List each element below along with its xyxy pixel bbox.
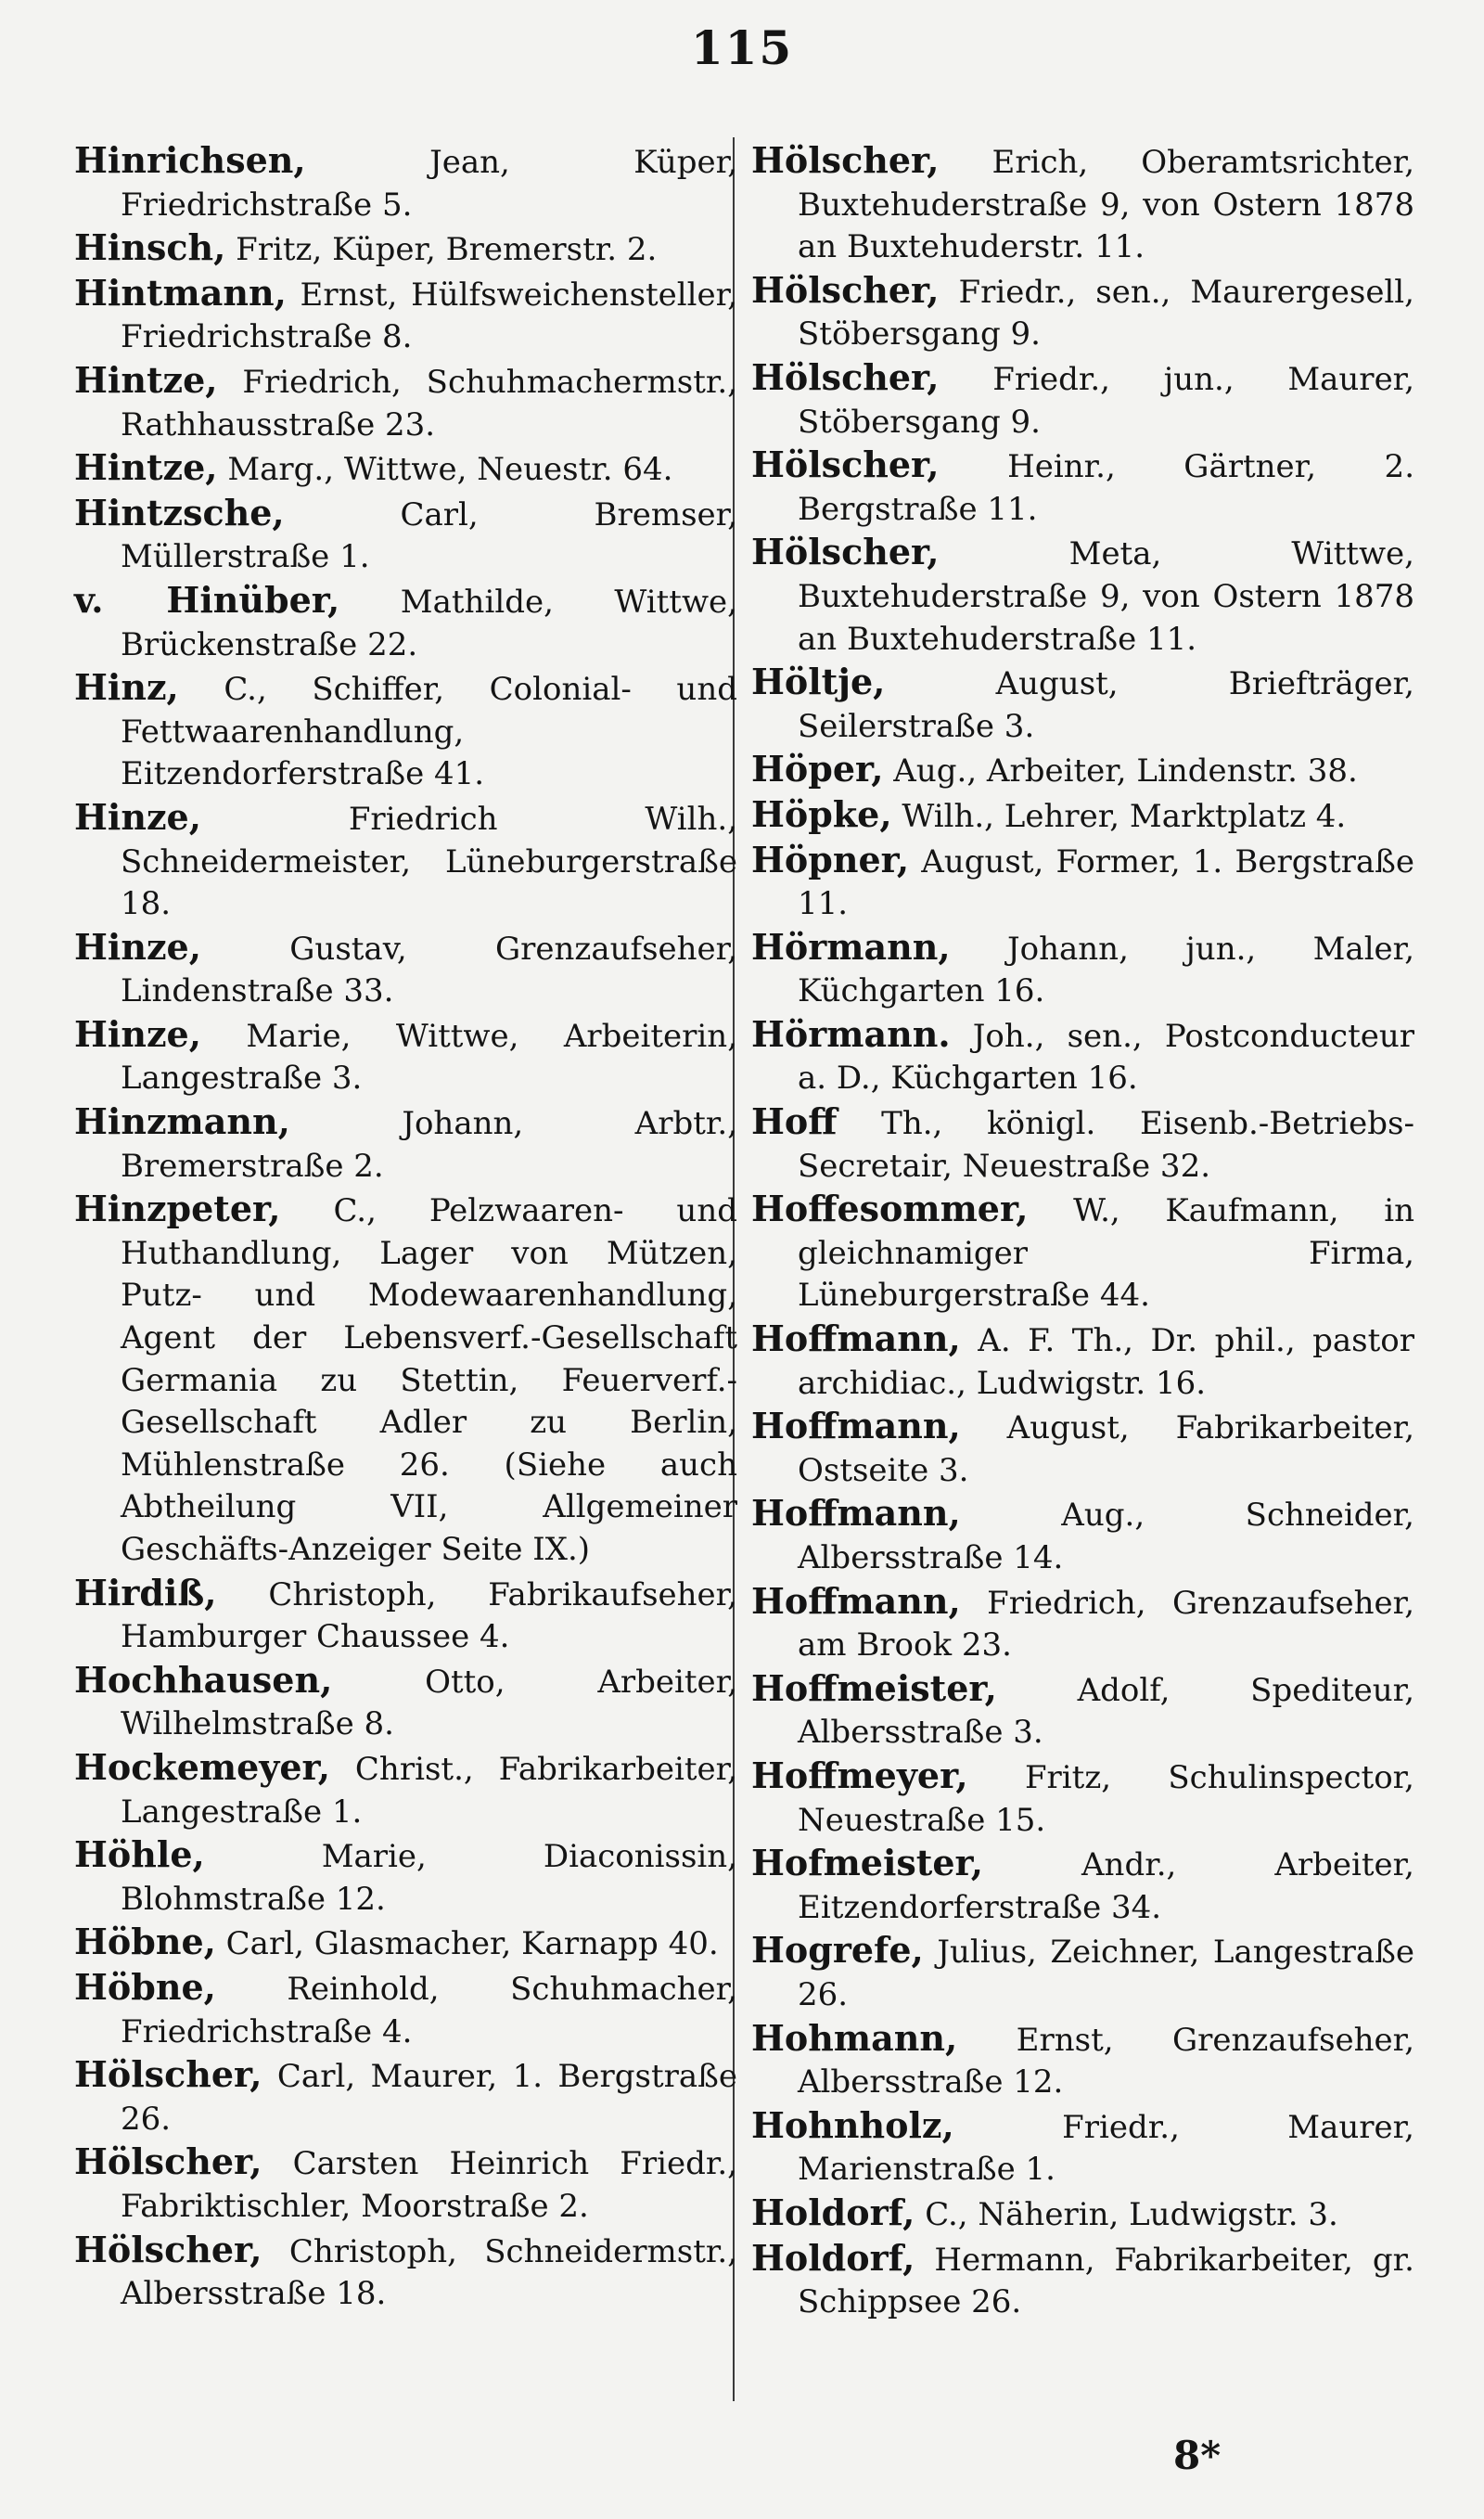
directory-entry bbox=[751, 531, 1414, 661]
entry-surname: Höpke, bbox=[751, 792, 892, 835]
directory-entry bbox=[74, 492, 737, 579]
directory-entry bbox=[751, 1580, 1414, 1667]
entry-surname: Hintzsche, bbox=[74, 491, 285, 533]
entry-surname: Hogrefe, bbox=[751, 1929, 924, 1972]
entry-surname: Hohnholz, bbox=[751, 2103, 954, 2146]
entry-details: A. F. Th., Dr. phil., pastor archidiac., Ludwigstr. 16. bbox=[798, 1322, 1415, 1402]
entry-surname: Höltje, bbox=[751, 661, 886, 703]
entry-surname: Hinz, bbox=[74, 666, 179, 709]
entry-details: Otto, Arbeiter, Wilhelmstraße 8. bbox=[121, 1663, 737, 1743]
entry-surname: Hölscher, bbox=[751, 268, 940, 311]
entry-details: Friedrich Wilh., Schneidermeister, Lüneburgerstraße 18. bbox=[121, 800, 738, 923]
entry-surname: Hölscher, bbox=[751, 355, 940, 398]
entry-details: Gustav, Grenzaufseher, Lindenstraße 33. bbox=[121, 930, 737, 1010]
sheet-signature: 8* bbox=[1173, 2433, 1222, 2478]
entry-surname: Höbne, bbox=[74, 1965, 216, 2008]
entry-surname: Höpner, bbox=[751, 838, 910, 880]
entry-details: Christ., Fabrikarbeiter, Langestraße 1. bbox=[121, 1750, 738, 1831]
entry-surname: Hinze, bbox=[74, 925, 201, 968]
left-column bbox=[74, 139, 737, 2316]
directory-entry bbox=[751, 926, 1414, 1013]
entry-details: Marie, Diaconissin, Blohmstraße 12. bbox=[121, 1838, 737, 1918]
directory-entry bbox=[751, 2104, 1414, 2191]
entry-surname: Hoffmann, bbox=[751, 1492, 961, 1535]
entry-surname: Höbne, bbox=[74, 1921, 216, 1963]
entry-surname: Hochhausen, bbox=[74, 1658, 333, 1701]
entry-surname: v. Hinüber, bbox=[74, 578, 340, 621]
entry-details: Marie, Wittwe, Arbeiterin, Langestraße 3. bbox=[121, 1017, 737, 1098]
directory-entry bbox=[74, 139, 737, 226]
directory-entry bbox=[751, 1013, 1414, 1100]
page-number: 115 bbox=[690, 20, 794, 75]
entry-details: Fritz, Küper, Bremerstr. 2. bbox=[236, 231, 658, 269]
directory-entry bbox=[751, 1754, 1414, 1842]
directory-entry bbox=[751, 139, 1414, 269]
entry-surname: Hoff bbox=[751, 1100, 838, 1143]
entry-details: Friedr., sen., Maurergesell, Stöbersgang 9. bbox=[798, 273, 1414, 353]
entry-details: Julius, Zeichner, Langestraße 26. bbox=[798, 1934, 1415, 2013]
entry-surname: Hinze, bbox=[74, 1012, 201, 1055]
entry-surname: Hockemeyer, bbox=[74, 1745, 331, 1788]
entry-surname: Höper, bbox=[751, 748, 884, 790]
entry-surname: Hölscher, bbox=[74, 2140, 262, 2183]
entry-details: Friedr., Maurer, Marienstraße 1. bbox=[798, 2108, 1414, 2189]
directory-entry bbox=[751, 1667, 1414, 1754]
entry-details: August, Briefträger, Seilerstraße 3. bbox=[798, 665, 1414, 745]
entry-details: Reinhold, Schuhmacher, Friedrichstraße 4. bbox=[121, 1970, 737, 2050]
entry-details: Aug., Schneider, Albersstraße 14. bbox=[798, 1497, 1414, 1576]
entry-surname: Hintmann, bbox=[74, 271, 287, 314]
directory-entry bbox=[74, 926, 737, 1013]
entry-surname: Hoffmann, bbox=[751, 1579, 961, 1622]
directory-entry bbox=[751, 1492, 1414, 1579]
entry-details: Johann, Arbtr., Bremerstraße 2. bbox=[121, 1105, 738, 1185]
entry-details: Friedrich, Grenzaufseher, am Brook 23. bbox=[798, 1584, 1414, 1664]
entry-surname: Hinsch, bbox=[74, 226, 226, 269]
entry-surname: Hörmann. bbox=[751, 1012, 951, 1055]
entry-details: Christoph, Schneidermstr., Albersstraße 18. bbox=[121, 2232, 737, 2313]
directory-entry bbox=[751, 2017, 1414, 2104]
entry-surname: Holdorf, bbox=[751, 2236, 915, 2279]
entry-surname: Hinze, bbox=[74, 795, 201, 838]
entry-surname: Hofmeister, bbox=[751, 1842, 984, 1884]
directory-entry bbox=[74, 579, 737, 666]
entry-details: Aug., Arbeiter, Lindenstr. 38. bbox=[893, 752, 1358, 790]
entry-details: Erich, Oberamtsrichter, Buxtehuderstraße 9, von Ostern 1878 an Buxtehuderstr. 11. bbox=[798, 144, 1415, 266]
directory-entry bbox=[751, 1842, 1414, 1929]
directory-entry bbox=[74, 1921, 737, 1966]
entry-surname: Hohmann, bbox=[751, 2016, 958, 2059]
entry-details: Hermann, Fabrikarbeiter, gr. Schippsee 26. bbox=[798, 2241, 1414, 2321]
directory-entry bbox=[751, 443, 1414, 531]
directory-entry bbox=[74, 1833, 737, 1921]
entry-details: Andr., Arbeiter, Eitzendorferstraße 34. bbox=[798, 1846, 1414, 1926]
directory-entry bbox=[74, 1013, 737, 1100]
directory-entry bbox=[751, 269, 1414, 356]
entry-details: Johann, jun., Maler, Küchgarten 16. bbox=[798, 930, 1415, 1010]
entry-details: Th., königl. Eisenb.-Betriebs-Secretair, Neuestraße 32. bbox=[798, 1105, 1414, 1185]
directory-entry bbox=[74, 666, 737, 796]
entry-details: Marg., Wittwe, Neuestr. 64. bbox=[227, 451, 673, 489]
entry-details: August, Fabrikarbeiter, Ostseite 3. bbox=[798, 1409, 1415, 1489]
entry-surname: Hoffmeyer, bbox=[751, 1754, 968, 1796]
entry-details: C., Schiffer, Colonial- und Fettwaarenhandlung, Eitzendorferstraße 41. bbox=[121, 671, 737, 793]
directory-entry bbox=[74, 226, 737, 272]
entry-details: C., Pelzwaaren- und Huthandlung, Lager von Mützen, Putz- und Modewaarenhandlung, Agent der Lebensverf.-Gesellschaft Germania zu Stettin, Feuerverf.-Gesellschaft Adler zu Berlin, Mühlenstraße 26. (Siehe auch Abtheilung VII, Allgemeiner Geschäfts-Anzeiger Seite IX.) bbox=[121, 1192, 737, 1568]
entry-details: Christoph, Fabrikaufseher, Hamburger Chaussee 4. bbox=[121, 1575, 737, 1656]
entry-details: Jean, Küper, Friedrichstraße 5. bbox=[121, 144, 738, 224]
entry-surname: Hoffmann, bbox=[751, 1405, 961, 1447]
directory-entry bbox=[751, 1100, 1414, 1188]
entry-surname: Höhle, bbox=[74, 1833, 205, 1876]
right-column bbox=[751, 139, 1414, 2324]
entry-details: Ernst, Grenzaufseher, Albersstraße 12. bbox=[798, 2021, 1414, 2101]
entry-details: Friedr., jun., Maurer, Stöbersgang 9. bbox=[798, 360, 1415, 441]
directory-entry bbox=[751, 1317, 1414, 1405]
directory-entry bbox=[751, 1929, 1414, 2016]
directory-entry bbox=[74, 796, 737, 926]
entry-surname: Hoffmeister, bbox=[751, 1666, 997, 1709]
directory-entry bbox=[74, 1100, 737, 1188]
entry-surname: Hölscher, bbox=[74, 2228, 262, 2270]
entry-surname: Hölscher, bbox=[751, 443, 940, 486]
entry-details: Carl, Maurer, 1. Bergstraße 26. bbox=[121, 2058, 737, 2138]
entry-surname: Hinrichsen, bbox=[74, 139, 306, 181]
directory-entry bbox=[751, 793, 1414, 839]
entry-surname: Hörmann, bbox=[751, 925, 951, 968]
directory-entry bbox=[751, 2237, 1414, 2324]
entry-details: August, Former, 1. Bergstraße 11. bbox=[798, 842, 1414, 923]
directory-entry bbox=[74, 1188, 737, 1571]
entry-surname: Holdorf, bbox=[751, 2191, 915, 2233]
entry-details: Ernst, Hülfsweichensteller, Friedrichstraße 8. bbox=[121, 276, 737, 356]
directory-entry bbox=[751, 1405, 1414, 1492]
entry-details: Mathilde, Wittwe, Brückenstraße 22. bbox=[121, 583, 737, 663]
entry-surname: Hölscher, bbox=[751, 531, 940, 573]
directory-entry bbox=[751, 748, 1414, 793]
directory-entry bbox=[751, 356, 1414, 443]
entry-surname: Hinzmann, bbox=[74, 1100, 290, 1143]
directory-entry bbox=[74, 2053, 737, 2140]
entry-surname: Hoffmann, bbox=[751, 1317, 961, 1360]
directory-entry bbox=[751, 1188, 1414, 1317]
entry-surname: Hintze, bbox=[74, 358, 218, 401]
directory-entry bbox=[74, 359, 737, 446]
directory-entry bbox=[751, 661, 1414, 748]
directory-entry bbox=[751, 2191, 1414, 2237]
entry-details: Carsten Heinrich Friedr., Fabriktischler, Moorstraße 2. bbox=[121, 2145, 737, 2225]
entry-details: C., Näherin, Ludwigstr. 3. bbox=[925, 2195, 1338, 2233]
directory-entry bbox=[74, 1966, 737, 2053]
directory-entry bbox=[74, 446, 737, 492]
entry-details: Fritz, Schulinspector, Neuestraße 15. bbox=[798, 1758, 1414, 1839]
entry-details: Wilh., Lehrer, Marktplatz 4. bbox=[902, 797, 1347, 835]
directory-entry bbox=[74, 2229, 737, 2316]
entry-surname: Hölscher, bbox=[751, 139, 940, 181]
directory-entry bbox=[74, 1659, 737, 1746]
directory-entry bbox=[74, 2140, 737, 2228]
directory-entry bbox=[74, 272, 737, 359]
directory-entry bbox=[74, 1746, 737, 1833]
entry-surname: Hirdiß, bbox=[74, 1571, 217, 1613]
entry-details: Carl, Glasmacher, Karnapp 40. bbox=[225, 1925, 719, 1963]
entry-details: Heinr., Gärtner, 2. Bergstraße 11. bbox=[798, 448, 1414, 528]
directory-entry bbox=[751, 839, 1414, 926]
entry-surname: Hoffesommer, bbox=[751, 1188, 1029, 1230]
entry-surname: Hinzpeter, bbox=[74, 1188, 281, 1230]
entry-details: W., Kaufmann, in gleichnamiger Firma, Lüneburgerstraße 44. bbox=[798, 1192, 1414, 1315]
entry-details: Joh., sen., Postconducteur a. D., Küchgarten 16. bbox=[798, 1017, 1415, 1098]
entry-details: Friedrich, Schuhmachermstr., Rathhausstraße 23. bbox=[121, 363, 738, 443]
entry-details: Carl, Bremser, Müllerstraße 1. bbox=[121, 495, 737, 576]
entry-details: Adolf, Spediteur, Albersstraße 3. bbox=[798, 1671, 1414, 1752]
entry-details: Meta, Wittwe, Buxtehuderstraße 9, von Ostern 1878 an Buxtehuderstraße 11. bbox=[798, 535, 1414, 658]
entry-surname: Hintze, bbox=[74, 446, 218, 489]
directory-entry bbox=[74, 1572, 737, 1659]
entry-surname: Hölscher, bbox=[74, 2053, 262, 2096]
